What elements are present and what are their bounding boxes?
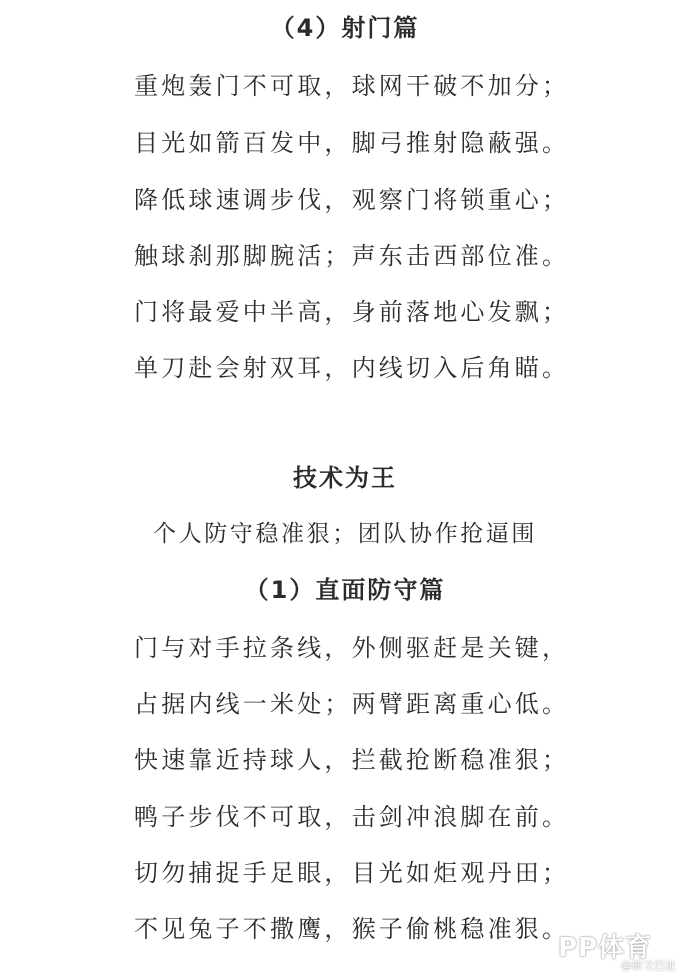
poem-line: 触球刹那脚腕活；声东击西部位准。	[134, 242, 570, 270]
pp-sports-logo	[558, 927, 678, 963]
section-title-defense: （1）直面防守篇	[244, 576, 446, 604]
watermark-handle: @新文巴祉	[621, 959, 676, 972]
poem-line: 门将最爱中半高，身前落地心发飘；	[134, 298, 570, 326]
poem-line: 目光如箭百发中，脚弓推射隐蔽强。	[134, 129, 570, 157]
poem-line: 重炮轰门不可取，球网干破不加分；	[134, 72, 570, 100]
poem-line: 单刀赴会射双耳，内线切入后角瞄。	[134, 354, 570, 382]
section-title-shooting: （4）射门篇	[270, 14, 420, 42]
pp-sports-logo-text: PP体育	[558, 933, 653, 963]
poem-line: 鸭子步伐不可取，击剑冲浪脚在前。	[134, 803, 570, 831]
poem-line: 不见兔子不撒鹰，猴子偷桃稳准狠。	[134, 915, 570, 943]
watermark	[558, 925, 678, 973]
section-subtitle-technique: 个人防守稳准狠；团队协作抢逼围	[153, 521, 537, 547]
poem-line: 门与对手拉条线，外侧驱赶是关键，	[134, 634, 570, 662]
poem-line: 切勿捕捉手足眼，目光如炬观丹田；	[134, 859, 570, 887]
section-title-technique: 技术为王	[293, 464, 397, 492]
poem-line: 快速靠近持球人，拦截抢断稳准狠；	[134, 746, 570, 774]
poem-line: 占据内线一米处；两臂距离重心低。	[134, 690, 570, 718]
poem-line: 降低球速调步伐，观察门将锁重心；	[134, 186, 570, 214]
